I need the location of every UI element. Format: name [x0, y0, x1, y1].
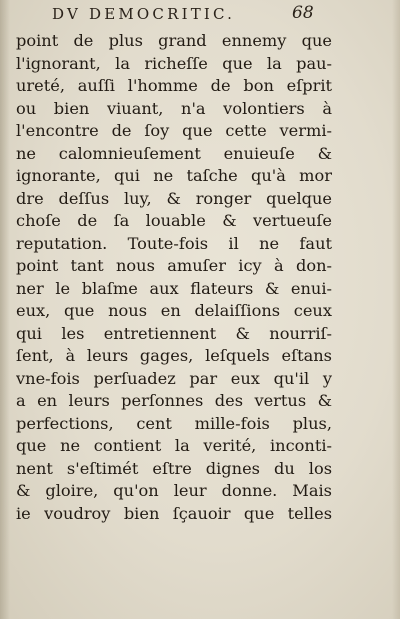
text-line: ignorante, qui ne taſche qu'à mor: [16, 166, 332, 185]
text-line: point tant nous amuſer icy à don-: [16, 256, 332, 275]
text-line: l'encontre de ſoy que cette vermi-: [16, 121, 332, 140]
page-number: 68: [292, 3, 314, 23]
text-line: perfections, cent mille-fois plus,: [16, 413, 332, 433]
text-line: point de plus grand ennemy que: [16, 31, 332, 50]
text-line: ie voudroy bien ſçauoir que telles: [16, 503, 332, 523]
text-line: a en leurs perſonnes des vertus &: [16, 391, 332, 410]
text-line: eux, que nous en delaiſſions ceux: [16, 301, 332, 320]
body-text: [16, 30, 332, 525]
text-line: ne calomnieuſement enuieuſe &: [16, 143, 332, 163]
text-line: & gloire, qu'on leur donne. Mais: [16, 481, 332, 500]
text-line: reputation. Toute-fois il ne faut: [16, 233, 332, 253]
text-line: que ne contient la verité, inconti-: [16, 436, 332, 455]
text-line: vne-fois perſuadez par eux qu'il y: [16, 368, 332, 388]
text-line: ureté, auſſi l'homme de bon eſprit: [16, 76, 332, 95]
text-line: ſent, à leurs gages, leſquels eſtans: [16, 346, 332, 365]
page-header: [0, 3, 400, 25]
text-line: ou bien viuant, n'a volontiers à: [16, 98, 332, 118]
text-line: ner le blaſme aux flateurs & enui-: [16, 278, 332, 298]
text-line: choſe de ſa louable & vertueuſe: [16, 211, 332, 230]
text-line: nent s'eſtimét eſtre dignes du los: [16, 458, 332, 478]
text-line: l'ignorant, la richeſſe que la pau-: [16, 53, 332, 73]
text-line: dre deſſus luy, & ronger quelque: [16, 188, 332, 208]
running-head: DV DEMOCRITIC.: [52, 5, 236, 23]
text-line: qui les entretiennent & nourriſ-: [16, 323, 332, 343]
